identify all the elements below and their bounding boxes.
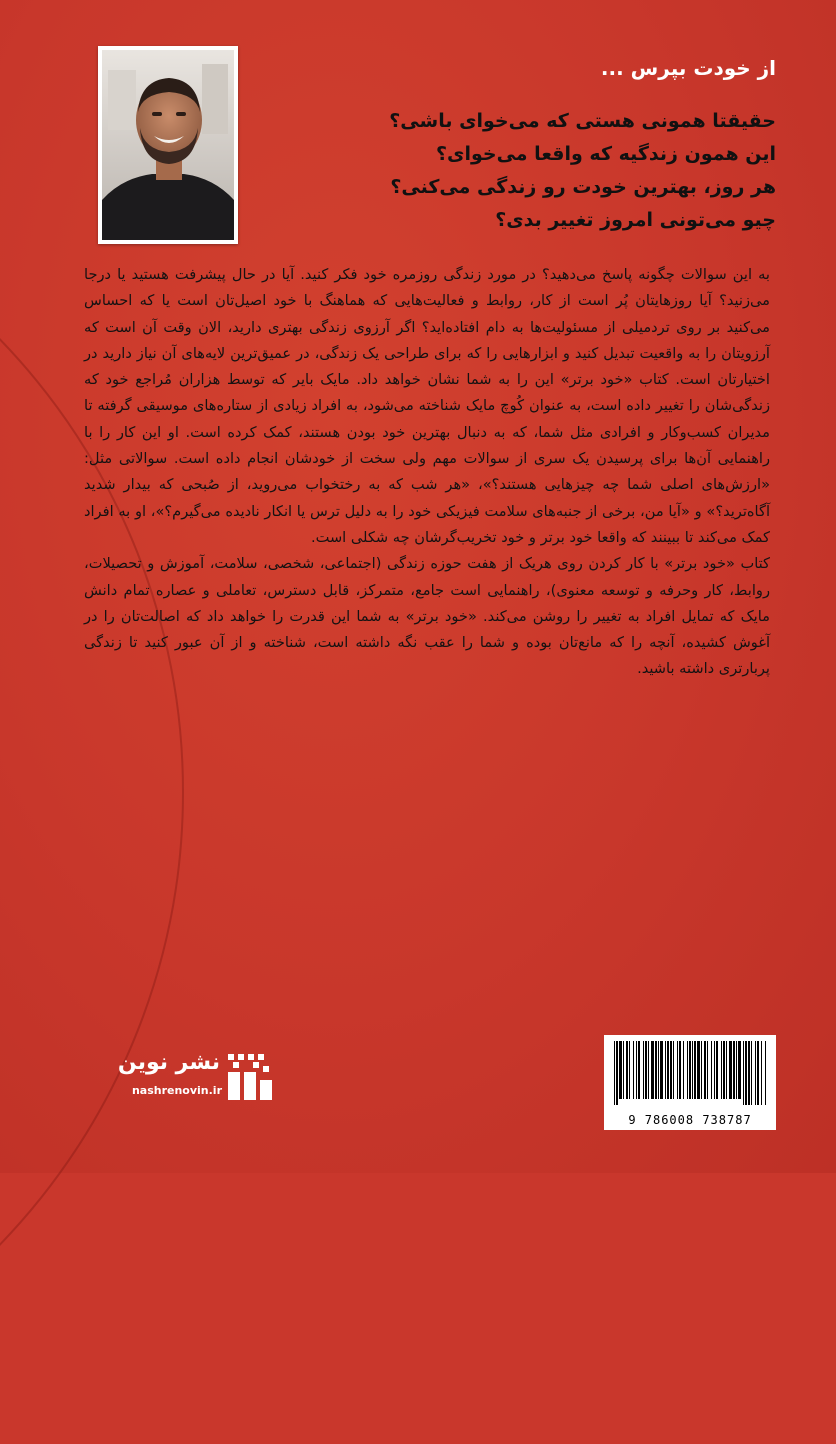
barcode-bar <box>660 1041 663 1099</box>
barcode-bar <box>723 1041 725 1099</box>
barcode-bar <box>687 1041 688 1099</box>
barcode-bar <box>616 1041 618 1105</box>
barcode-bar <box>673 1041 674 1099</box>
barcode-bar <box>689 1041 691 1099</box>
barcode-bar <box>751 1041 752 1105</box>
barcode-bar <box>655 1041 657 1099</box>
barcode-bar <box>658 1041 659 1099</box>
barcode-bar <box>716 1041 718 1099</box>
barcode-bar <box>629 1041 630 1099</box>
question-item: چیو می‌تونی امروز تغییر بدی؟ <box>495 209 776 231</box>
page-heading: از خودت بپرس ... <box>600 56 776 80</box>
barcode-number: 9 786008 738787 <box>628 1113 752 1127</box>
barcode-bar <box>721 1041 722 1099</box>
barcode-bar <box>757 1041 759 1105</box>
barcode-bar <box>679 1041 681 1099</box>
barcode-bar <box>665 1041 666 1099</box>
barcode-bar <box>623 1041 624 1099</box>
barcode-bar <box>736 1041 737 1099</box>
barcode-bar <box>745 1041 747 1105</box>
barcode-bar <box>701 1041 702 1099</box>
barcode-bar <box>651 1041 654 1099</box>
question-item: این همون زندگیه که واقعا می‌خوای؟ <box>436 143 776 165</box>
publisher-logo <box>96 1050 286 1112</box>
publisher-mark-icon <box>226 1052 276 1102</box>
questions-list <box>276 105 776 237</box>
barcode-bar <box>643 1041 644 1099</box>
barcode-bar <box>677 1041 678 1099</box>
barcode-bar <box>614 1041 615 1105</box>
barcode-bar <box>743 1041 744 1105</box>
isbn-barcode <box>604 1035 776 1130</box>
publisher-name: نشر نوین <box>117 1050 220 1075</box>
barcode-bar <box>648 1041 649 1099</box>
barcode-bar <box>626 1041 628 1099</box>
barcode-bar <box>638 1041 640 1099</box>
barcode-bar <box>692 1041 693 1099</box>
barcode-bar <box>748 1041 750 1105</box>
description-paragraph: کتاب «خود برتر» با کار کردن روی هریک از هفت حوزه زندگی (اجتماعی، شخصی، سلامت، آموزش و تحصیلات، روابط، کار وحرفه و توسعه معنوی)، راهنمایی است جامع، متمرکز، قابل دسترس، تعاملی و عصاره تمام دانش مایک که تمایل افراد به تغییر را روشن می‌کند. «خود برتر» به شما این قدرت را خواهد داد که اصالت‌تان را در آغوش کشیده، آنچه را که مانع‌تان بوده و شما را عقب نگه داشته است، شناخته و از آن عبور کنید تا زندگی پربارتری داشته باشید. <box>84 555 770 678</box>
author-portrait-image <box>102 50 234 240</box>
author-photo <box>98 46 238 244</box>
barcode-bar <box>711 1041 712 1099</box>
barcode-bar <box>670 1041 672 1099</box>
barcode-bar <box>729 1041 732 1099</box>
barcode-bar <box>765 1041 766 1105</box>
barcode-bar <box>733 1041 735 1099</box>
barcode-bar <box>738 1041 741 1099</box>
barcode-bar <box>667 1041 669 1099</box>
barcode-bar <box>694 1041 696 1099</box>
barcode-bar <box>704 1041 706 1099</box>
question-item: هر روز، بهترین خودت رو زندگی می‌کنی؟ <box>390 176 776 198</box>
barcode-bar <box>636 1041 637 1099</box>
question-item: حقیقتا همونی هستی که می‌خوای باشی؟ <box>389 110 776 132</box>
barcode-bar <box>697 1041 700 1099</box>
barcode-bar <box>761 1041 762 1105</box>
barcode-bar <box>619 1041 622 1099</box>
barcode-bar <box>633 1041 634 1099</box>
description-text <box>84 262 770 683</box>
barcode-bar <box>645 1041 647 1099</box>
description-paragraph: به این سوالات چگونه پاسخ می‌دهید؟ در مورد زندگی روزمره خود فکر کنید. آیا در حال پیشرفت هستید یا درجا می‌زنید؟ آیا روزهایتان پُر است از کار، روابط و فعالیت‌هایی که هماهنگ با خود اصیل‌تان است یا که احساس می‌کنید بر روی تردمیلی از مسئولیت‌ها به دام افتاده‌اید؟ اگر آرزوی زندگی بهتری دارید، الان وقت آن است که آرزویتان را به واقعیت تبدیل کنید و ابزارهایی را که برای طراحی یک زندگی، در عمیق‌ترین لایه‌های آن نیاز دارید در اختیارتان است. کتاب «خود برتر» این را به شما نشان خواهد داد. مایک بایر که توسط هزاران مُراجع خود که زندگی‌شان را تغییر داده است، به عنوان کُوچ مایک شناخته می‌شود، به افراد زیادی از ستاره‌های موسیقی گرفته تا مدیران کسب‌وکار و افرادی مثل شما، که به دنبال بهترین خود بودن هستند، کمک کرده است. او این کار را با راهنمایی آن‌ها برای پرسیدن یک سری از سوالات مهم ولی سخت از خودشان انجام داده است. سوالاتی مثل: «ارزش‌های اصلی شما چه چیزهایی هستند؟»، «هر شب که به رختخواب می‌روید، از صُبحی که بیدار شدید آگاه‌ترید؟» و «آیا من، برخی از جنبه‌های سلامت فیزیکی خود را به دلیل ترس یا انکار نادیده می‌گیرم؟»، او به افراد کمک می‌کند تا ببینند که واقعا خود برتر و خود تخریب‌گرشان چه شکلی است. <box>84 266 770 546</box>
barcode-bars <box>604 1035 776 1107</box>
barcode-bar <box>726 1041 727 1099</box>
publisher-url: nashrenovin.ir <box>131 1084 222 1097</box>
barcode-bar <box>707 1041 708 1099</box>
barcode-bar <box>755 1041 756 1105</box>
barcode-bar <box>714 1041 715 1099</box>
barcode-bar <box>683 1041 684 1099</box>
